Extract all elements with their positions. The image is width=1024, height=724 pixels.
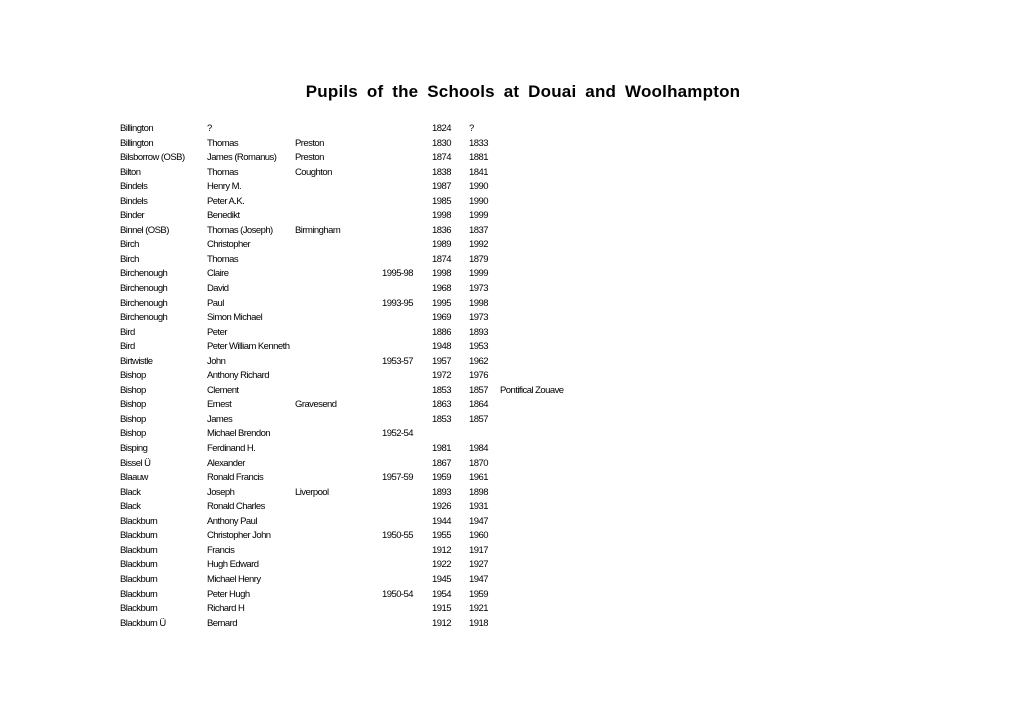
surname-cell: Blackburn [120,515,158,527]
other-years-cell: 1950-55 [382,530,414,542]
table-row [120,297,820,312]
forename-cell: Anthony Richard [207,370,269,382]
forename-cell: Ronald Francis [207,472,264,484]
start-year-cell: 1874 [432,152,451,164]
forename-cell: Christopher [207,239,251,251]
place-cell: Preston [295,137,324,149]
table-row [120,544,820,559]
end-year-cell: 1984 [469,443,488,455]
surname-cell: Bisping [120,443,148,455]
surname-cell: Bird [120,341,135,353]
end-year-cell: 1918 [469,617,488,629]
start-year-cell: 1948 [432,341,451,353]
start-year-cell: 1926 [432,501,451,513]
forename-cell: Paul [207,297,224,309]
end-year-cell: 1953 [469,341,488,353]
start-year-cell: 1969 [432,312,451,324]
forename-cell: Ferdinand H. [207,443,256,455]
forename-cell: Peter [207,326,227,338]
surname-cell: Blackburn [120,603,158,615]
table-row [120,282,820,297]
start-year-cell: 1912 [432,544,451,556]
surname-cell: Bishop [120,370,146,382]
table-row [120,209,820,224]
surname-cell: Blackburn Ü [120,617,166,629]
forename-cell: David [207,283,229,295]
forename-cell: Benedikt [207,210,240,222]
table-row [120,471,820,486]
start-year-cell: 1853 [432,384,451,396]
end-year-cell: 1927 [469,559,488,571]
end-year-cell: 1879 [469,253,488,265]
forename-cell: Joseph [207,486,235,498]
table-row [120,529,820,544]
surname-cell: Black [120,501,141,513]
end-year-cell: 1973 [469,312,488,324]
surname-cell: Birchenough [120,268,168,280]
place-cell: Birmingham [295,224,341,236]
place-cell: Gravesend [295,399,337,411]
end-year-cell: 1931 [469,501,488,513]
table-row [120,253,820,268]
place-cell: Preston [295,152,324,164]
table-row [120,340,820,355]
place-cell: Coughton [295,166,332,178]
table-row [120,588,820,603]
end-year-cell: 1837 [469,224,488,236]
table-row [120,442,820,457]
start-year-cell: 1998 [432,268,451,280]
end-year-cell: 1857 [469,384,488,396]
forename-cell: Peter Hugh [207,588,250,600]
start-year-cell: 1968 [432,283,451,295]
forename-cell: ? [207,123,212,134]
start-year-cell: 1874 [432,253,451,265]
start-year-cell: 1830 [432,137,451,149]
end-year-cell: 1990 [469,181,488,193]
surname-cell: Bilsborrow (OSB) [120,152,185,164]
table-row [120,413,820,428]
forename-cell: Christopher John [207,530,271,542]
start-year-cell: 1987 [432,181,451,193]
surname-cell: Billington [120,123,154,134]
surname-cell: Bishop [120,428,146,440]
end-year-cell: 1961 [469,472,488,484]
end-year-cell: 1960 [469,530,488,542]
forename-cell: Alexander [207,457,245,469]
forename-cell: Thomas (Joseph) [207,224,273,236]
table-row [120,617,820,632]
start-year-cell: 1922 [432,559,451,571]
forename-cell: Thomas [207,137,239,149]
start-year-cell: 1985 [432,195,451,207]
start-year-cell: 1836 [432,224,451,236]
forename-cell: James [207,413,233,425]
place-cell: Liverpool [295,486,329,498]
end-year-cell: 1833 [469,137,488,149]
start-year-cell: 1915 [432,603,451,615]
table-row [120,238,820,253]
end-year-cell: 1857 [469,413,488,425]
forename-cell: Michael Brendon [207,428,271,440]
surname-cell: Bindels [120,195,148,207]
table-row [120,267,820,282]
end-year-cell: 1998 [469,297,488,309]
forename-cell: Peter A.K. [207,195,245,207]
surname-cell: Blackburn [120,588,158,600]
surname-cell: Bishop [120,413,146,425]
end-year-cell: 1947 [469,573,488,585]
forename-cell: Francis [207,544,235,556]
table-row [120,558,820,573]
table-row [120,573,820,588]
start-year-cell: 1886 [432,326,451,338]
end-year-cell: 1881 [469,152,488,164]
surname-cell: Black [120,486,141,498]
pupil-register-table [120,122,820,631]
start-year-cell: 1959 [432,472,451,484]
start-year-cell: 1945 [432,573,451,585]
table-row [120,515,820,530]
table-row [120,500,820,515]
table-row [120,457,820,472]
end-year-cell: 1962 [469,355,488,367]
end-year-cell: 1870 [469,457,488,469]
end-year-cell: 1992 [469,239,488,251]
end-year-cell: 1893 [469,326,488,338]
forename-cell: Bernard [207,617,237,629]
end-year-cell: 1976 [469,370,488,382]
surname-cell: Bishop [120,399,146,411]
other-years-cell: 1995-98 [382,268,414,280]
surname-cell: Birchenough [120,297,168,309]
start-year-cell: 1972 [432,370,451,382]
end-year-cell: 1917 [469,544,488,556]
surname-cell: Birch [120,239,139,251]
forename-cell: Michael Henry [207,573,261,585]
surname-cell: Blackburn [120,559,158,571]
end-year-cell: ? [469,123,474,134]
forename-cell: John [207,355,226,367]
table-row [120,427,820,442]
start-year-cell: 1998 [432,210,451,222]
surname-cell: Birch [120,253,139,265]
end-year-cell: 1999 [469,210,488,222]
forename-cell: Henry M. [207,181,242,193]
surname-cell: Blackburn [120,544,158,556]
other-years-cell: 1953-57 [382,355,414,367]
end-year-cell: 1841 [469,166,488,178]
surname-cell: Bird [120,326,135,338]
forename-cell: Claire [207,268,229,280]
surname-cell: Bilton [120,166,141,178]
other-years-cell: 1957-59 [382,472,414,484]
surname-cell: Blackburn [120,573,158,585]
end-year-cell: 1990 [469,195,488,207]
table-row [120,602,820,617]
forename-cell: Thomas [207,166,239,178]
surname-cell: Billington [120,137,154,149]
surname-cell: Binder [120,210,145,222]
end-year-cell: 1959 [469,588,488,600]
table-row [120,137,820,152]
other-years-cell: 1952-54 [382,428,414,440]
forename-cell: Peter William Kenneth [207,341,290,353]
end-year-cell: 1973 [469,283,488,295]
end-year-cell: 1921 [469,603,488,615]
table-row [120,180,820,195]
forename-cell: Thomas [207,253,239,265]
forename-cell: Ernest [207,399,232,411]
start-year-cell: 1893 [432,486,451,498]
surname-cell: Birtwistle [120,355,153,367]
forename-cell: Simon Michael [207,312,263,324]
table-row [120,398,820,413]
start-year-cell: 1824 [432,123,451,134]
end-year-cell: 1864 [469,399,488,411]
surname-cell: Bissel Ü [120,457,151,469]
surname-cell: Birchenough [120,312,168,324]
start-year-cell: 1912 [432,617,451,629]
start-year-cell: 1989 [432,239,451,251]
start-year-cell: 1955 [432,530,451,542]
start-year-cell: 1995 [432,297,451,309]
surname-cell: Binnel (OSB) [120,224,169,236]
note-cell: Pontifical Zouave [500,384,564,396]
table-row [120,311,820,326]
table-row [120,355,820,370]
start-year-cell: 1867 [432,457,451,469]
end-year-cell: 1947 [469,515,488,527]
surname-cell: Bindels [120,181,148,193]
table-row [120,326,820,341]
start-year-cell: 1954 [432,588,451,600]
surname-cell: Blackburn [120,530,158,542]
start-year-cell: 1981 [432,443,451,455]
start-year-cell: 1944 [432,515,451,527]
end-year-cell: 1999 [469,268,488,280]
start-year-cell: 1838 [432,166,451,178]
surname-cell: Blaauw [120,472,148,484]
other-years-cell: 1950-54 [382,588,414,600]
table-row [120,486,820,501]
page-title: Pupils of the Schools at Douai and Woolhampton [305,82,741,101]
forename-cell: Ronald Charles [207,501,265,513]
surname-cell: Bishop [120,384,146,396]
table-row [120,122,820,137]
table-row [120,224,820,239]
table-row [120,195,820,210]
other-years-cell: 1993-95 [382,297,414,309]
table-row [120,151,820,166]
forename-cell: Hugh Edward [207,559,259,571]
forename-cell: Anthony Paul [207,515,257,527]
surname-cell: Birchenough [120,283,168,295]
table-row [120,166,820,181]
start-year-cell: 1863 [432,399,451,411]
start-year-cell: 1853 [432,413,451,425]
end-year-cell: 1898 [469,486,488,498]
forename-cell: James (Romanus) [207,152,277,164]
forename-cell: Richard H [207,603,245,615]
table-row [120,369,820,384]
table-row [120,384,820,399]
start-year-cell: 1957 [432,355,451,367]
forename-cell: Clement [207,384,239,396]
